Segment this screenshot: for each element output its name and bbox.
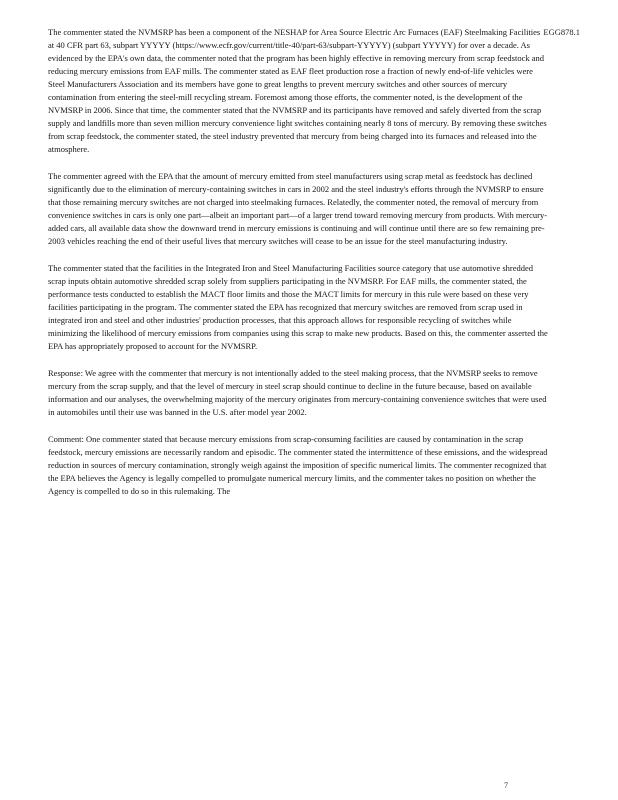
paragraph-response: Response: We agree with the commenter that mercury is not intentionally added to the steel making process, that the NVMSRP seeks to remove mercury from the scrap supply, and that the level of mercury in steel scrap should continue to decline in the future because, based on available information and our analyses, the overwhelming majority of the mercury originates from mercury-containing convenience switches that were used in automobiles until their use was banned in the U.S. after model year 2002. (48, 368, 547, 417)
paragraph-commenter-mercury-decline: The commenter agreed with the EPA that the amount of mercury emitted from steel manufacturers using scrap metal as feedstock has declined significantly due to the elimination of mercury-containing switches in cars in 2002 and the steel industry's efforts through the NVMSRP to ensure that those remaining mercury switches are not charged into steelmaking furnaces. Relatedly, the commenter noted, the removal of mercury from convenience switches in cars is only one part—albeit an important part—of a larger trend toward removing mercury from products. With mercury-added cars, all available data show the downward trend in mercury emissions is continuing and will continue until there are so few remaining pre-2003 vehicles reaching the end of their useful lives that mercury switches will cease to be an issue for the steel manufacturing industry. (48, 171, 548, 246)
page-number: 7 (504, 781, 508, 790)
document-body (48, 26, 548, 512)
paragraph-commenter-nvmsrp-history: The commenter stated the NVMSRP has been a component of the NESHAP for Area Source Electric Arc Furnaces (EAF) Steelmaking Facilities at 40 CFR part 63, subpart YYYYY (https://www.ecfr.gov/current/title-40/part-63/subpart-YYYYY) (subpart YYYYY) for over a decade. As evidenced by the EPA's own data, the commenter noted that the program has been highly effective in removing mercury from scrap feedstock and reducing mercury emissions from EAF mills. The commenter stated as EAF fleet production rose a fraction of newly end-of-life vehicles were Steel Manufacturers Association and its members have gone to great lengths to prevent mercury switches and other sources of mercury contamination from entering the steel-mill recycling stream. Foremost among those efforts, the commenter noted, is the development of the NVMSRP in 2006. Since that time, the commenter stated that the NVMSRP and its participants have removed and safely diverted from the scrap supply and landfills more than seven million mercury convenience light switches containing nearly 8 tons of mercury. By removing these switches from scrap feedstock, the commenter stated, the steel industry prevented that mercury from being charged into its furnaces and released into the atmosphere. (48, 27, 547, 154)
document-id: EGG878.1 (543, 27, 580, 37)
paragraph-comment-intermittent: Comment: One commenter stated that because mercury emissions from scrap-consuming facilities are caused by contamination in the scrap feedstock, mercury emissions are necessarily random and episodic. The commenter stated the intermittence of these emissions, and the widespread reduction in sources of mercury contamination, strongly weigh against the imposition of specific numerical limits. The commenter recognized that the EPA believes the Agency is legally compelled to promulgate numerical mercury limits, and the commenter takes no position on whether the Agency is compelled to do so in this rulemaking. The (48, 434, 548, 496)
paragraph-commenter-facilities: The commenter stated that the facilities in the Integrated Iron and Steel Manufacturing Facilities source category that use automotive shredded scrap inputs obtain automotive shredded scrap solely from suppliers participating in the NVMSRP. For EAF mills, the commenter stated, the performance tests conducted to establish the MACT floor limits and those the MACT limits for mercury in this rule were based on these very facilities participating in the program. The commenter stated the EPA has recognized that mercury switches are removed from scrap used in integrated iron and steel and other industries' production processes, that this approach allows for responsible recycling of switches while minimizing the likelihood of mercury emissions from companies using this scrap to make new products. Based on this, the commenter asserted the EPA has appropriately proposed to account for the NVMSRP. (48, 263, 548, 351)
